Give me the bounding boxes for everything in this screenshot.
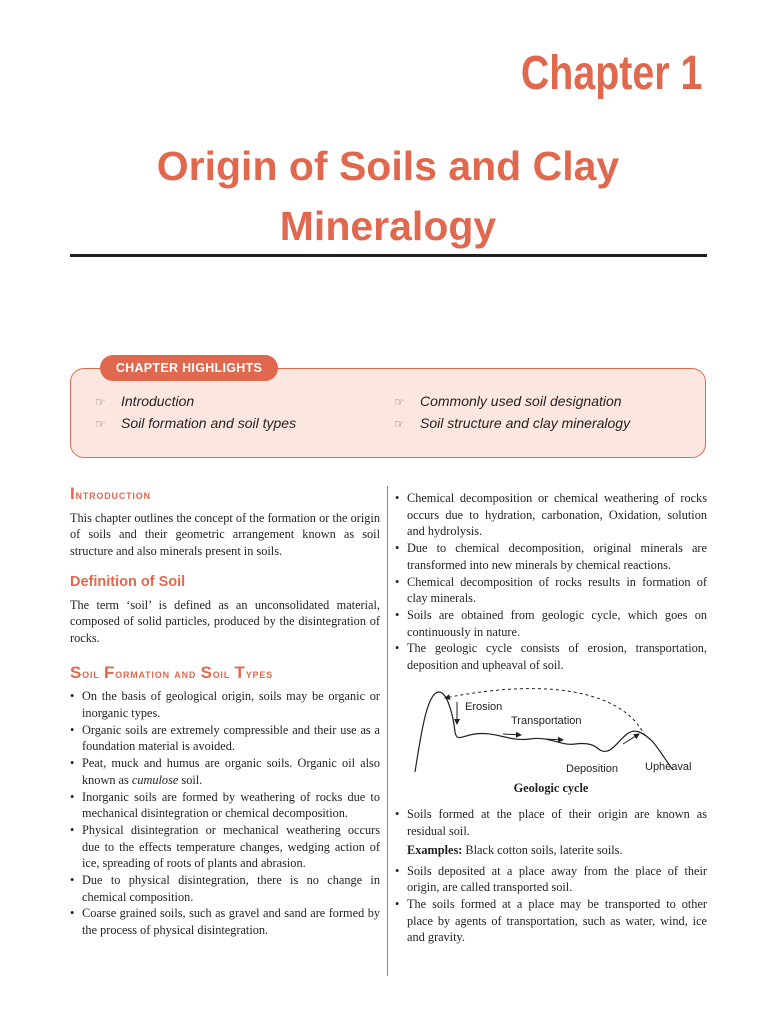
list-item: • Organic soils are extremely compressible and their use as a foundation material is avoided. bbox=[70, 722, 380, 755]
highlight-item bbox=[394, 415, 630, 431]
pointing-hand-icon: ☞ bbox=[95, 395, 106, 409]
soil-formation-heading: Soil Formation and Soil Types bbox=[70, 662, 273, 682]
highlight-item bbox=[95, 393, 194, 409]
highlight-item-label: Commonly used soil designation bbox=[420, 393, 622, 409]
geologic-cycle-figure bbox=[395, 684, 707, 776]
highlight-item bbox=[95, 415, 296, 431]
definition-text: The term ‘soil’ is defined as an unconsolidated material, composed of solid particles, produced by the disintegration of rocks. bbox=[70, 597, 380, 645]
list-item: • Chemical decomposition of rocks results in formation of clay minerals. bbox=[395, 574, 707, 607]
list-item: • Due to chemical decomposition, original minerals are transformed into new minerals by chemical reactions. bbox=[395, 540, 707, 573]
terrain-line bbox=[415, 692, 673, 772]
highlight-item-label: Soil structure and clay mineralogy bbox=[420, 415, 631, 431]
figure-caption: Geologic cycle bbox=[513, 780, 589, 795]
list-item: • Soils are obtained from geologic cycle, which goes on continuously in nature. bbox=[395, 607, 707, 640]
upheaval-label: Upheaval bbox=[645, 760, 692, 773]
deposition-label: Deposition bbox=[566, 762, 618, 775]
left-column bbox=[70, 486, 380, 939]
list-item: • Chemical decomposition or chemical weathering of rocks occurs due to hydration, carbonation, Oxidation, solution and hydrolysis. bbox=[395, 490, 707, 540]
definition-heading: Definition of Soil bbox=[70, 573, 186, 590]
pointing-hand-icon: ☞ bbox=[95, 417, 106, 431]
page-title: Origin of Soils and Clay Mineralogy bbox=[156, 143, 620, 249]
transportation-label: Transportation bbox=[511, 714, 582, 727]
introduction-text: This chapter outlines the concept of the formation or the origin of soils and their geometric arrangement known as soil structure and also minerals present in soils. bbox=[70, 510, 380, 559]
list-item: • Peat, muck and humus are organic soils. Organic oil also known as cumulose soil. bbox=[70, 755, 380, 788]
right-column bbox=[395, 490, 707, 946]
soil-formation-list bbox=[70, 688, 380, 939]
list-item: • On the basis of geological origin, soils may be organic or inorganic types. bbox=[70, 688, 380, 721]
transported-list bbox=[395, 863, 707, 947]
list-item: • Soils deposited at a place away from the place of their origin, are called transported soil. bbox=[395, 863, 707, 896]
introduction-heading: Introduction bbox=[70, 484, 151, 503]
pointing-hand-icon: ☞ bbox=[394, 417, 405, 431]
list-item: • The geologic cycle consists of erosion, transportation, deposition and upheaval of soil. bbox=[395, 640, 707, 673]
list-item: • Coarse grained soils, such as gravel and sand are formed by the process of physical disintegration. bbox=[70, 905, 380, 938]
list-item: • Physical disintegration or mechanical weathering occurs due to the effects temperature changes, wedging action of ice, spreading of roots of plants and abrasion. bbox=[70, 822, 380, 872]
chapter-highlights-tab: CHAPTER HIGHLIGHTS bbox=[100, 355, 278, 381]
pointing-hand-icon: ☞ bbox=[394, 395, 405, 409]
weathering-list bbox=[395, 490, 707, 674]
list-item: • Due to physical disintegration, there is no change in chemical composition. bbox=[70, 872, 380, 905]
erosion-label: Erosion bbox=[465, 700, 503, 713]
list-item: • Inorganic soils are formed by weathering of rocks due to mechanical disintegration or chemical decomposition. bbox=[70, 789, 380, 822]
examples-line: Examples: Black cotton soils, laterite soils. bbox=[407, 842, 623, 857]
chapter-label: Chapter 1 bbox=[520, 47, 702, 100]
highlight-item bbox=[394, 393, 622, 409]
list-item: • The soils formed at a place may be transported to other place by agents of transportation, such as water, wind, ice and gravity. bbox=[395, 896, 707, 946]
column-divider bbox=[387, 486, 388, 976]
highlight-item-label: Introduction bbox=[121, 393, 195, 409]
transportation-arrow bbox=[503, 734, 521, 735]
title-divider bbox=[70, 254, 707, 257]
chapter-highlights-box bbox=[70, 368, 706, 458]
highlight-item-label: Soil formation and soil types bbox=[121, 415, 297, 431]
list-item: • Soils formed at the place of their origin are known as residual soil. bbox=[395, 806, 707, 839]
residual-list bbox=[395, 806, 707, 839]
